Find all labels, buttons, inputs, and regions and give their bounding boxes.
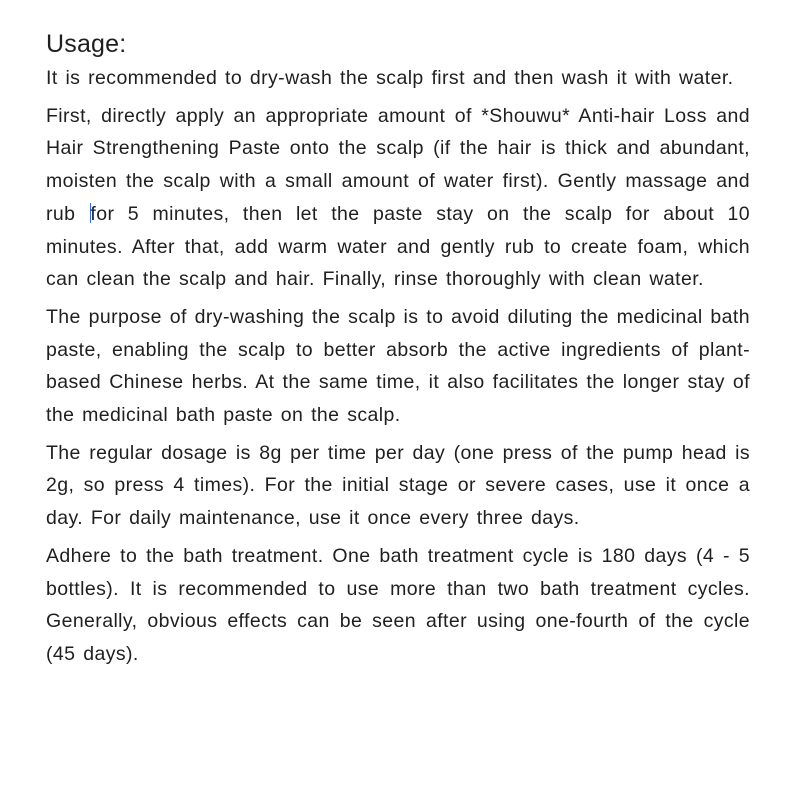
usage-heading: Usage:	[46, 30, 127, 58]
paragraph-dry-wash-recommendation: It is recommended to dry-wash the scalp first and then wash it with water.	[46, 67, 734, 89]
paragraph-application-steps[interactable]	[46, 100, 750, 296]
paragraph-dosage: The regular dosage is 8g per time per day (one press of the pump head is 2g, so press 4 times). For the initial stage or severe cases, use it once a day. For daily maintenance, use it once every three days.	[46, 441, 750, 530]
document-body	[46, 28, 750, 676]
paragraph-treatment-cycle: Adhere to the bath treatment. One bath treatment cycle is 180 days (4 - 5 bottles). It is recommended to use more than two bath treatment cycles. Generally, obvious effects can be seen after using one-fourth of the cycle (45 days).	[46, 544, 750, 665]
paragraph-dry-wash-purpose: The purpose of dry-washing the scalp is to avoid diluting the medicinal bath paste, enabling the scalp to better absorb the active ingredients of plant-based Chinese herbs. At the same time, it also facilitates the longer stay of the medicinal bath paste on the scalp.	[46, 305, 750, 427]
paragraph-application-steps-part1: First, directly apply an appropriate amount of *Shouwu* Anti-hair Loss and Hair Strengthening Paste onto the scalp (if the hair is thick and abundant, moisten the scalp with a small amount of water first). Gently massage and rub	[46, 104, 750, 225]
paragraph-application-steps-part2: for 5 minutes, then let the paste stay on the scalp for about 10 minutes. After that, add warm water and gently rub to create foam, which can clean the scalp and hair. Finally, rinse thoroughly with clean water.	[46, 202, 751, 291]
